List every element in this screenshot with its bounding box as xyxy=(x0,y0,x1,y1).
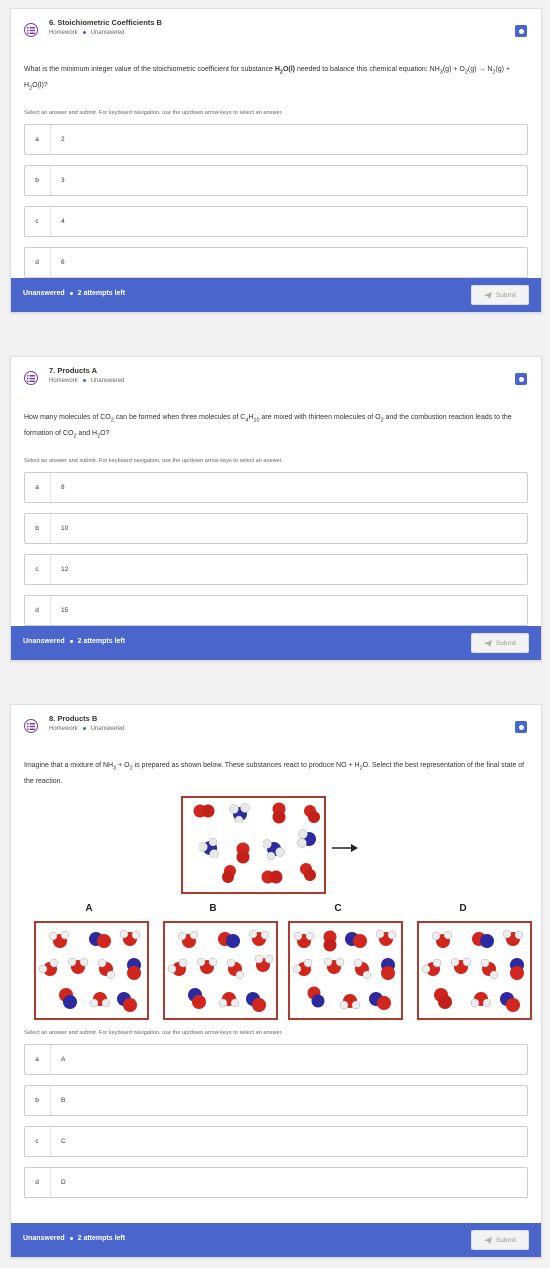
choice-divider xyxy=(50,1086,51,1115)
reaction-arrow-icon xyxy=(332,840,358,858)
circle-icon xyxy=(519,377,524,382)
choice-letter: d xyxy=(35,258,39,266)
attempts-left: 2 attempts left xyxy=(77,638,126,645)
choice-letter: c xyxy=(35,217,39,225)
question-footer xyxy=(11,626,541,660)
footer-status: Unanswered xyxy=(23,1235,65,1242)
choice-value: 10 xyxy=(61,524,69,532)
choice-divider xyxy=(50,166,51,195)
question-footer xyxy=(11,278,541,312)
option-label-b: B xyxy=(209,903,217,915)
attempts-left: 2 attempts left xyxy=(77,1235,126,1242)
answer-choice-c[interactable] xyxy=(24,206,528,237)
question-status: Unanswered xyxy=(90,726,125,732)
option-box-b xyxy=(163,921,278,1020)
choice-letter: a xyxy=(35,135,39,143)
choice-divider xyxy=(50,1127,51,1156)
question-title: 8. Products B xyxy=(49,714,98,723)
send-icon xyxy=(484,1237,492,1244)
answer-choice-c[interactable] xyxy=(24,554,528,585)
status-dot-icon xyxy=(70,640,73,643)
answer-choice-c[interactable] xyxy=(24,1126,528,1157)
question-card-7 xyxy=(10,356,542,661)
submit-label: Submit xyxy=(495,639,517,647)
attempt-status xyxy=(23,1235,125,1242)
choice-value: C xyxy=(61,1138,66,1146)
choice-value: B xyxy=(61,1097,66,1105)
question-header xyxy=(11,357,541,401)
choice-value: D xyxy=(61,1179,66,1187)
choice-value: 12 xyxy=(61,565,69,573)
expand-button[interactable] xyxy=(515,373,527,385)
nh3-molecule xyxy=(199,838,221,863)
question-text: Imagine that a mixture of $NH_3 + O_2$ is prepared as shown below. These substances react to produce NO + $H_2O$. Select the best representation of the final state of the reaction. xyxy=(24,762,525,786)
status-dot-icon xyxy=(70,1237,73,1240)
choice-divider xyxy=(50,514,51,543)
answer-choice-a[interactable] xyxy=(24,1044,528,1075)
nh3-molecule xyxy=(263,838,285,865)
choice-letter: c xyxy=(35,1138,39,1146)
question-list-icon xyxy=(24,23,38,37)
question-status: Unanswered xyxy=(90,378,125,384)
choice-value: 8 xyxy=(61,483,65,491)
answer-choice-b[interactable] xyxy=(24,165,528,196)
o2-molecule xyxy=(299,862,317,887)
answer-choice-b[interactable] xyxy=(24,1085,528,1116)
answer-choices xyxy=(24,1044,528,1198)
answer-hint: Select an answer and submit. For keyboard navigation, use the up/down arrow keys to select an answer. xyxy=(24,1030,283,1037)
answer-choice-d[interactable] xyxy=(24,595,528,626)
question-type: Homework xyxy=(49,30,78,36)
footer-status: Unanswered xyxy=(23,638,65,645)
nh3-molecule xyxy=(297,828,319,855)
choice-letter: d xyxy=(35,1179,39,1187)
choice-divider xyxy=(50,1168,51,1197)
choice-value: 6 xyxy=(61,258,65,266)
question-list-icon xyxy=(24,719,38,733)
option-box-c xyxy=(288,921,403,1020)
submit-label: Submit xyxy=(495,291,517,299)
answer-hint: Select an answer and submit. For keyboard navigation, use the up/down arrow keys to select an answer. xyxy=(24,109,283,116)
o2-molecule xyxy=(261,870,283,889)
meta-dot-icon xyxy=(83,379,86,382)
question-type: Homework xyxy=(49,378,78,384)
option-d-molecules xyxy=(419,923,530,1018)
nh3-molecule xyxy=(229,803,251,828)
question-header xyxy=(11,9,541,53)
option-b-molecules xyxy=(165,923,276,1018)
initial-mixture-box xyxy=(181,796,326,894)
attempt-status xyxy=(23,290,125,297)
choice-value: 15 xyxy=(61,606,69,614)
question-text: How many molecules of $CO_2$ can be formed when three molecules of $C_4H_{10}$ are mixed with thirteen molecules of $O_2$ and the combustion reaction leads to the formation of $CO_2$ and $H_2O$? xyxy=(24,414,512,440)
footer-status: Unanswered xyxy=(23,290,65,297)
o2-molecule xyxy=(271,802,287,829)
choice-letter: b xyxy=(35,1097,39,1105)
question-text: What is the minimum integer value of the stoichiometric coefficient for substance $H_2O(l)$ needed to balance this chemical equation: $NH_3(g) + O_2(g) \to N_2(g) + H_2O(l)$? xyxy=(24,66,511,92)
meta-dot-icon xyxy=(83,31,86,34)
question-meta xyxy=(49,30,124,36)
choice-value: 3 xyxy=(61,176,65,184)
choice-letter: d xyxy=(35,606,39,614)
question-meta xyxy=(49,726,124,732)
option-c-molecules xyxy=(290,923,401,1018)
choice-value: 2 xyxy=(61,135,65,143)
question-meta xyxy=(49,378,124,384)
attempts-left: 2 attempts left xyxy=(77,290,126,297)
o2-molecule xyxy=(303,804,321,829)
option-box-a xyxy=(34,921,149,1020)
answer-choice-a[interactable] xyxy=(24,472,528,503)
circle-icon xyxy=(519,29,524,34)
expand-button[interactable] xyxy=(515,25,527,37)
question-type: Homework xyxy=(49,726,78,732)
option-box-d xyxy=(417,921,532,1020)
question-footer xyxy=(11,1223,541,1257)
choice-divider xyxy=(50,596,51,625)
answer-choice-b[interactable] xyxy=(24,513,528,544)
attempt-status xyxy=(23,638,125,645)
submit-label: Submit xyxy=(495,1236,517,1244)
question-header xyxy=(11,705,541,749)
option-label-c: C xyxy=(334,903,342,915)
submit-button[interactable] xyxy=(471,633,529,653)
answer-choices xyxy=(24,124,528,278)
question-status: Unanswered xyxy=(90,30,125,36)
send-icon xyxy=(484,292,492,299)
submit-button[interactable] xyxy=(471,1230,529,1250)
o2-molecule xyxy=(221,864,239,889)
meta-dot-icon xyxy=(83,727,86,730)
circle-icon xyxy=(519,725,524,730)
question-title: 6. Stoichiometric Coefficients B xyxy=(49,18,162,27)
answer-hint: Select an answer and submit. For keyboard navigation, use the up/down arrow keys to select an answer. xyxy=(24,457,283,464)
choice-letter: c xyxy=(35,565,39,573)
o2-molecule xyxy=(193,804,215,823)
choice-letter: a xyxy=(35,1056,39,1064)
choice-value: A xyxy=(61,1056,66,1064)
option-label-a: A xyxy=(85,903,93,915)
answer-choice-d[interactable] xyxy=(24,247,528,278)
choice-letter: b xyxy=(35,176,39,184)
send-icon xyxy=(484,640,492,647)
question-list-icon xyxy=(24,371,38,385)
choice-divider xyxy=(50,125,51,154)
choice-divider xyxy=(50,248,51,277)
choice-letter: a xyxy=(35,483,39,491)
status-dot-icon xyxy=(70,292,73,295)
reaction-figure xyxy=(24,796,528,1020)
answer-choices xyxy=(24,472,528,626)
choice-divider xyxy=(50,473,51,502)
choice-divider xyxy=(50,207,51,236)
choice-letter: b xyxy=(35,524,39,532)
question-title: 7. Products A xyxy=(49,366,98,375)
expand-button[interactable] xyxy=(515,721,527,733)
question-card-8 xyxy=(10,704,542,1258)
answer-choice-a[interactable] xyxy=(24,124,528,155)
answer-choice-d[interactable] xyxy=(24,1167,528,1198)
choice-divider xyxy=(50,555,51,584)
choice-value: 4 xyxy=(61,217,65,225)
submit-button[interactable] xyxy=(471,285,529,305)
option-label-d: D xyxy=(459,903,467,915)
option-a-molecules xyxy=(36,923,147,1018)
question-card-6 xyxy=(10,8,542,313)
choice-divider xyxy=(50,1045,51,1074)
